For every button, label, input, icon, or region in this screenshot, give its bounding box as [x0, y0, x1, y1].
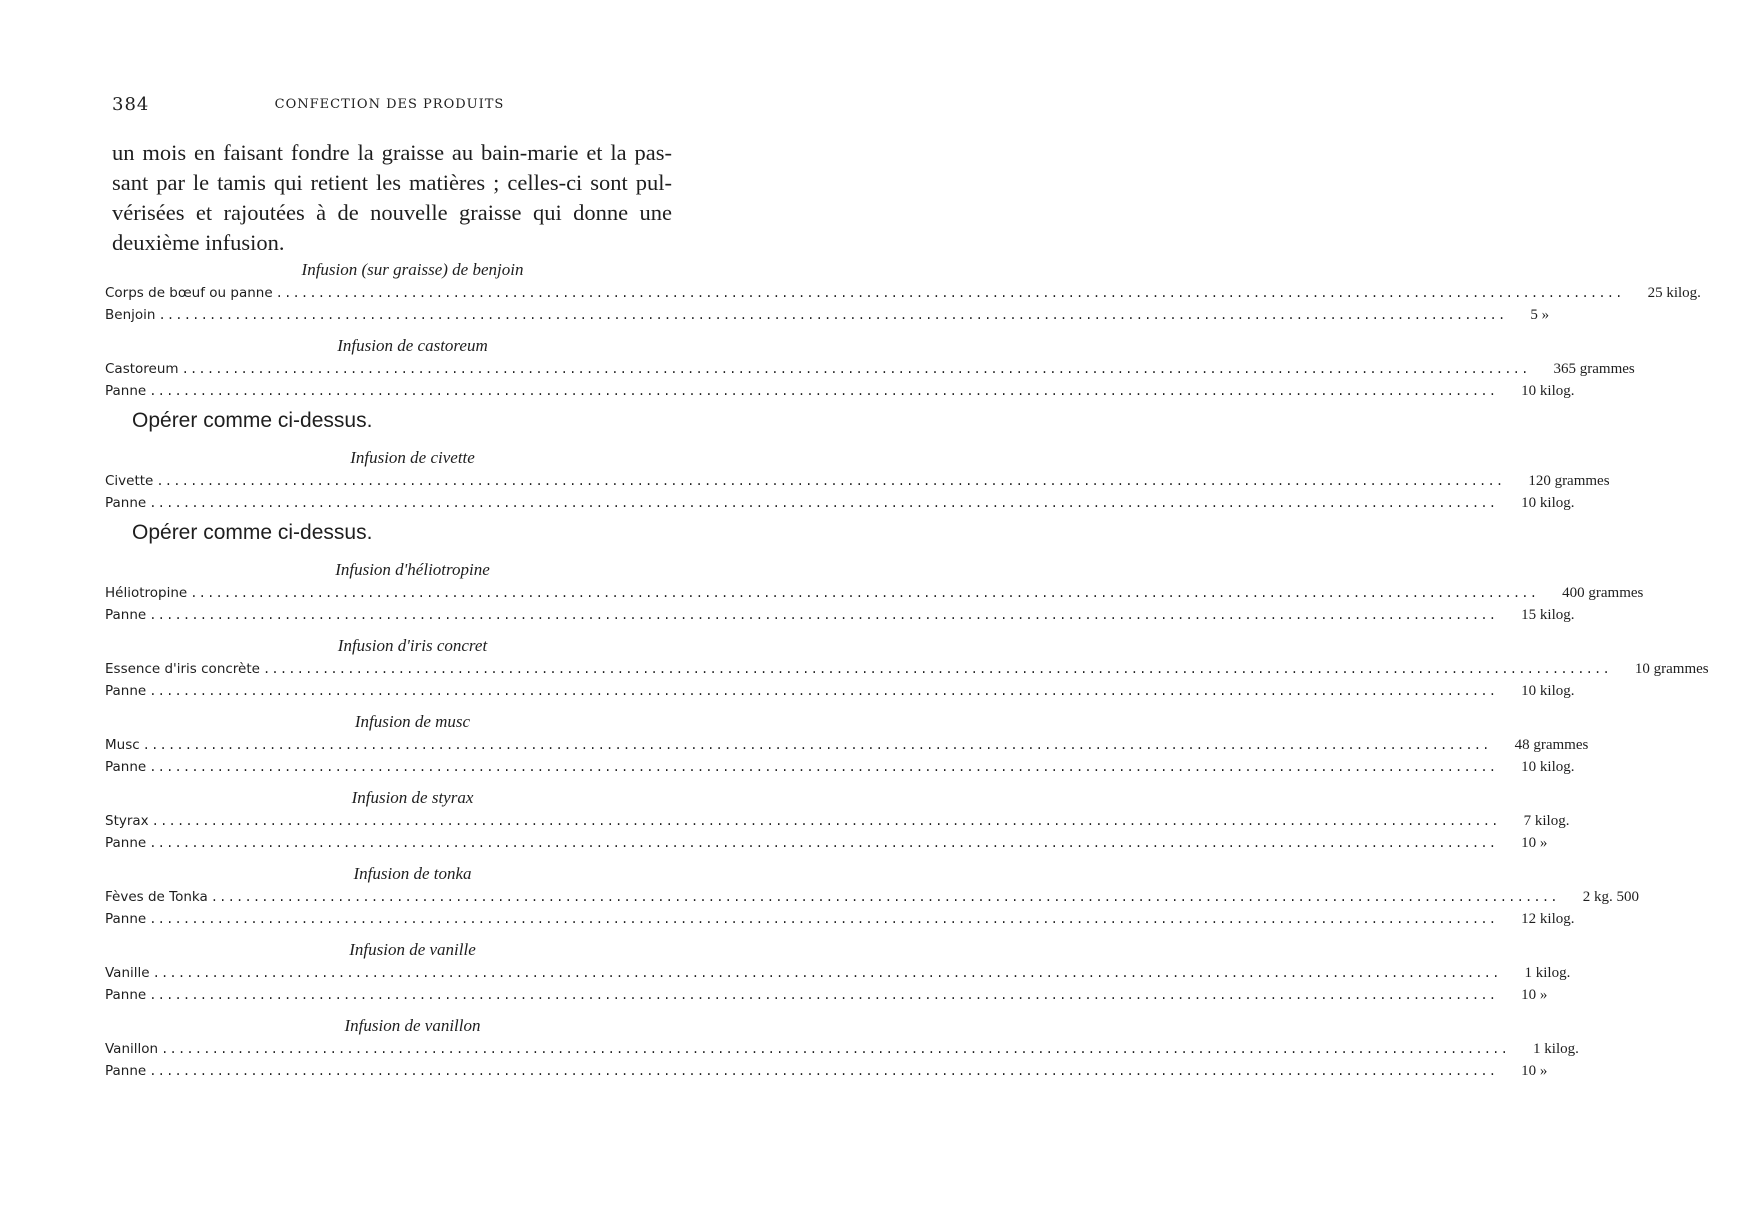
- ingredient-name: Panne: [105, 383, 147, 399]
- recipe-list: [105, 258, 1709, 1082]
- ingredient-quantity: 10 grammes: [1634, 661, 1709, 677]
- recipe-title: Infusion de styrax: [351, 788, 474, 807]
- ingredient-quantity: 120 grammes: [1528, 473, 1610, 489]
- instruction-note: Opérer comme ci-dessus.: [132, 409, 373, 432]
- dot-leader: ................................................................................................................................................................: [151, 814, 1500, 828]
- recipe-block: [105, 258, 1701, 326]
- ingredient-row: [105, 470, 1610, 492]
- dot-leader: ................................................................................................................................................................: [152, 966, 1501, 980]
- ingredient-quantity: 2 kg. 500: [1582, 889, 1639, 905]
- dot-leader: ................................................................................................................................................................: [158, 308, 1507, 322]
- ingredient-name: Panne: [105, 835, 147, 851]
- dot-leader: ................................................................................................................................................................: [149, 912, 1498, 926]
- ingredient-row: [105, 984, 1548, 1006]
- ingredient-row: [105, 908, 1575, 930]
- recipe-block: [105, 634, 1709, 702]
- dot-leader: ................................................................................................................................................................: [275, 286, 1624, 300]
- dot-leader: ................................................................................................................................................................: [142, 738, 1491, 752]
- running-head: CONFECTION DES PRODUITS: [274, 97, 505, 112]
- dot-leader: ................................................................................................................................................................: [149, 988, 1498, 1002]
- ingredient-name: Vanille: [105, 965, 150, 981]
- recipe-title: Infusion de tonka: [353, 864, 472, 883]
- ingredient-quantity: 365 grammes: [1553, 361, 1635, 377]
- ingredient-quantity: 10 »: [1521, 987, 1548, 1003]
- recipe-block: [105, 710, 1589, 778]
- dot-leader: ................................................................................................................................................................: [149, 836, 1498, 850]
- ingredient-quantity: 7 kilog.: [1523, 813, 1570, 829]
- ingredient-name: Essence d'iris concrète: [105, 661, 260, 677]
- dot-leader: ................................................................................................................................................................: [161, 1042, 1510, 1056]
- ingredient-name: Panne: [105, 1063, 147, 1079]
- recipe-title: Infusion de civette: [350, 448, 475, 467]
- recipe-block: [105, 862, 1639, 930]
- ingredient-row: [105, 1060, 1548, 1082]
- ingredient-row: [105, 756, 1575, 778]
- intro-line: deuxième infusion.: [112, 230, 285, 255]
- ingredient-row: [105, 734, 1589, 756]
- intro-paragraph: [112, 138, 672, 258]
- dot-leader: ................................................................................................................................................................: [149, 384, 1498, 398]
- recipe-block: [105, 1014, 1579, 1082]
- ingredient-row: [105, 680, 1575, 702]
- ingredient-name: Styrax: [105, 813, 149, 829]
- ingredient-name: Panne: [105, 683, 147, 699]
- ingredient-row: [105, 380, 1575, 402]
- ingredient-quantity: 10 kilog.: [1521, 495, 1575, 511]
- ingredient-quantity: 10 kilog.: [1521, 759, 1575, 775]
- recipe-block: [105, 786, 1570, 854]
- ingredient-name: Panne: [105, 987, 147, 1003]
- ingredient-row: [105, 962, 1571, 984]
- dot-leader: ................................................................................................................................................................: [190, 586, 1539, 600]
- ingredient-quantity: 1 kilog.: [1533, 1041, 1579, 1057]
- ingredient-name: Panne: [105, 911, 147, 927]
- intro-line: vérisées et rajoutées à de nouvelle graisse qui donne une: [112, 200, 672, 225]
- page-header: [112, 94, 667, 118]
- recipe-title: Infusion d'héliotropine: [335, 560, 490, 579]
- ingredient-quantity: 1 kilog.: [1524, 965, 1571, 981]
- recipe-block: [105, 558, 1644, 626]
- ingredient-name: Castoreum: [105, 361, 179, 377]
- dot-leader: ................................................................................................................................................................: [149, 608, 1498, 622]
- ingredient-row: [105, 492, 1575, 514]
- ingredient-row: [105, 604, 1575, 626]
- recipe-title: Infusion de vanillon: [344, 1016, 481, 1035]
- ingredient-name: Civette: [105, 473, 154, 489]
- page-number: 384: [112, 94, 150, 115]
- ingredient-quantity: 12 kilog.: [1521, 911, 1575, 927]
- recipe-block: [105, 446, 1610, 550]
- dot-leader: ................................................................................................................................................................: [149, 760, 1498, 774]
- ingredient-name: Panne: [105, 607, 147, 623]
- ingredient-quantity: 10 kilog.: [1521, 683, 1575, 699]
- recipe-title: Infusion de musc: [354, 712, 471, 731]
- dot-leader: ................................................................................................................................................................: [149, 684, 1498, 698]
- intro-line: un mois en faisant fondre la graisse au bain-marie et la pas-: [112, 140, 672, 165]
- ingredient-name: Fèves de Tonka: [105, 889, 208, 905]
- dot-leader: ................................................................................................................................................................: [262, 662, 1611, 676]
- ingredient-quantity: 48 grammes: [1514, 737, 1589, 753]
- ingredient-quantity: 25 kilog.: [1647, 285, 1701, 301]
- ingredient-name: Benjoin: [105, 307, 156, 323]
- ingredient-name: Héliotropine: [105, 585, 188, 601]
- dot-leader: ................................................................................................................................................................: [156, 474, 1505, 488]
- instruction-note: Opérer comme ci-dessus.: [132, 521, 373, 544]
- ingredient-row: [105, 658, 1709, 680]
- ingredient-name: Panne: [105, 759, 147, 775]
- ingredient-row: [105, 282, 1701, 304]
- ingredient-row: [105, 1038, 1579, 1060]
- recipe-title: Infusion (sur graisse) de benjoin: [301, 260, 524, 279]
- recipe-block: [105, 938, 1571, 1006]
- dot-leader: ................................................................................................................................................................: [210, 890, 1559, 904]
- ingredient-quantity: 5 »: [1530, 307, 1550, 323]
- ingredient-quantity: 10 »: [1521, 1063, 1548, 1079]
- recipe-title: Infusion d'iris concret: [337, 636, 488, 655]
- intro-line: sant par le tamis qui retient les matières ; celles-ci sont pul-: [112, 170, 672, 195]
- ingredient-row: [105, 886, 1639, 908]
- dot-leader: ................................................................................................................................................................: [149, 1064, 1498, 1078]
- dot-leader: ................................................................................................................................................................: [149, 496, 1498, 510]
- recipe-title: Infusion de castoreum: [337, 336, 488, 355]
- ingredient-quantity: 400 grammes: [1562, 585, 1644, 601]
- ingredient-name: Musc: [105, 737, 140, 753]
- ingredient-quantity: 15 kilog.: [1521, 607, 1575, 623]
- recipe-block: [105, 334, 1635, 438]
- ingredient-row: [105, 810, 1570, 832]
- recipe-title: Infusion de vanille: [349, 940, 476, 959]
- ingredient-row: [105, 304, 1550, 326]
- ingredient-row: [105, 358, 1635, 380]
- ingredient-quantity: 10 kilog.: [1521, 383, 1575, 399]
- ingredient-name: Corps de bœuf ou panne: [105, 285, 273, 301]
- ingredient-name: Panne: [105, 495, 147, 511]
- dot-leader: ................................................................................................................................................................: [181, 362, 1530, 376]
- ingredient-quantity: 10 »: [1521, 835, 1548, 851]
- ingredient-row: [105, 582, 1644, 604]
- ingredient-row: [105, 832, 1548, 854]
- ingredient-name: Vanillon: [105, 1041, 159, 1057]
